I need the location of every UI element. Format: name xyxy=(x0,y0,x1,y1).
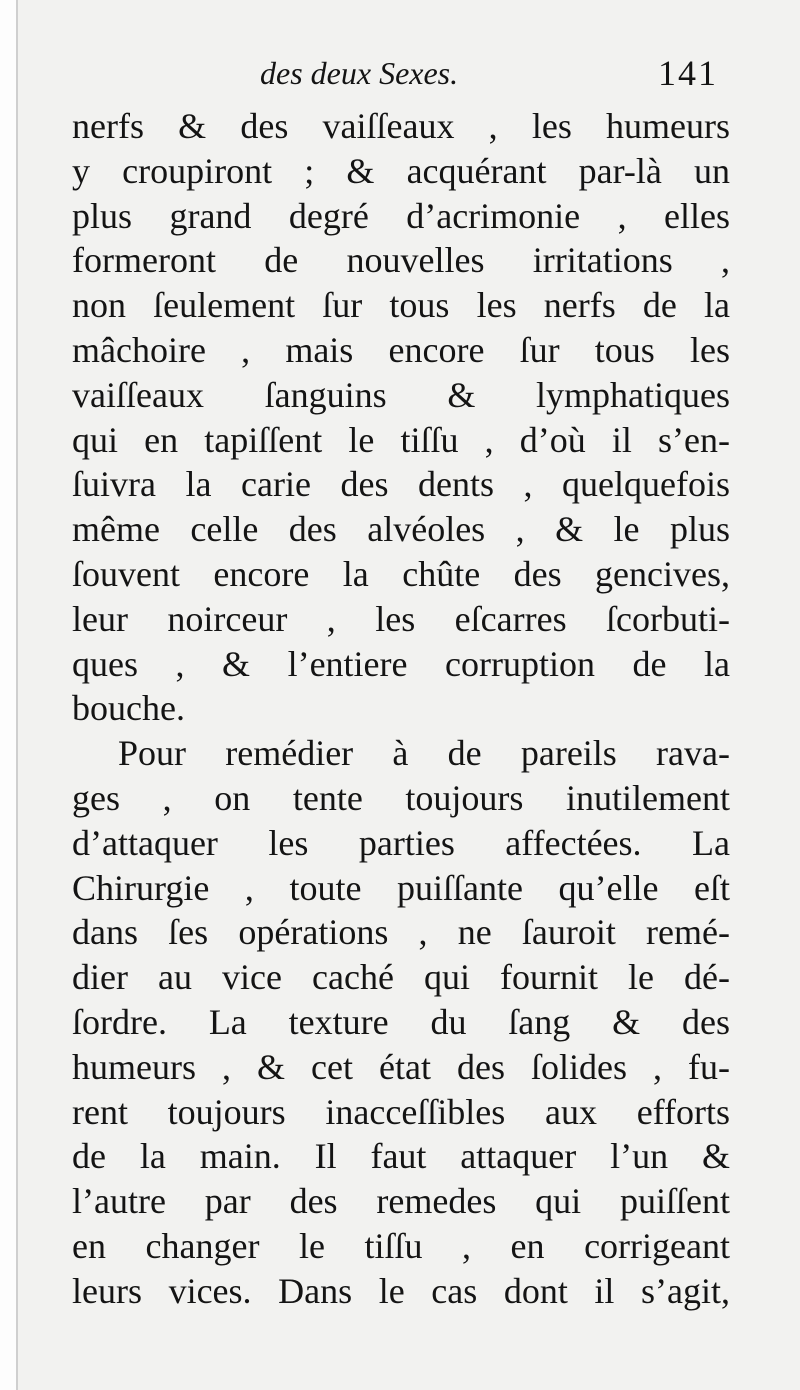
text-line: ſouvent encore la chûte des gencives, xyxy=(72,553,730,594)
text-line: vaiſſeaux ſanguins & lymphatiques xyxy=(72,374,730,415)
text-line: ques , & l’entiere corruption de la xyxy=(72,643,730,684)
text-line: non ſeulement ſur tous les nerfs de la xyxy=(72,285,730,326)
page-number: 141 xyxy=(658,53,718,93)
text-line: bouche. xyxy=(72,688,185,729)
text-line: leur noirceur , les eſcarres ſcorbuti- xyxy=(72,598,730,639)
text-line: y croupiront ; & acquérant par-là un xyxy=(72,150,730,191)
text-line: ſordre. La texture du ſang & des xyxy=(72,1001,730,1042)
text-line: Chirurgie , toute puiſſante qu’elle eſt xyxy=(72,867,730,908)
text-line: de la main. Il faut attaquer l’un & xyxy=(72,1136,730,1177)
text-line: nerfs & des vaiſſeaux , les humeurs xyxy=(72,106,730,146)
body-text xyxy=(72,104,730,1314)
text-line: ſuivra la carie des dents , quelquefois xyxy=(72,464,730,505)
text-line: formeront de nouvelles irritations , xyxy=(72,240,730,281)
text-line: dans ſes opérations , ne ſauroit remé- xyxy=(72,912,730,953)
text-line: l’autre par des remedes qui puiſſent xyxy=(72,1181,730,1222)
text-line: mâchoire , mais encore ſur tous les xyxy=(72,329,730,370)
text-line: leurs vices. Dans le cas dont il s’agit, xyxy=(72,1270,730,1311)
text-line: rent toujours inacceſſibles aux efforts xyxy=(72,1091,730,1132)
text-line: d’attaquer les parties affectées. La xyxy=(72,822,730,863)
text-line: dier au vice caché qui fournit le dé- xyxy=(72,957,730,998)
paragraph-2 xyxy=(72,731,730,1313)
running-head: des deux Sexes. xyxy=(260,55,459,91)
paragraph-1 xyxy=(72,104,730,731)
page-edge xyxy=(0,0,18,1390)
text-line: plus grand degré d’acrimonie , elles xyxy=(72,195,730,236)
text-line: en changer le tiſſu , en corrigeant xyxy=(72,1225,730,1266)
page-header xyxy=(0,48,800,98)
text-line: Pour remédier à de pareils rava- xyxy=(118,733,730,774)
text-line: ges , on tente toujours inutilement xyxy=(72,777,730,818)
text-line: qui en tapiſſent le tiſſu , d’où il s’en- xyxy=(72,419,730,460)
text-line: humeurs , & cet état des ſolides , fu- xyxy=(72,1046,730,1087)
text-line: même celle des alvéoles , & le plus xyxy=(72,509,730,550)
